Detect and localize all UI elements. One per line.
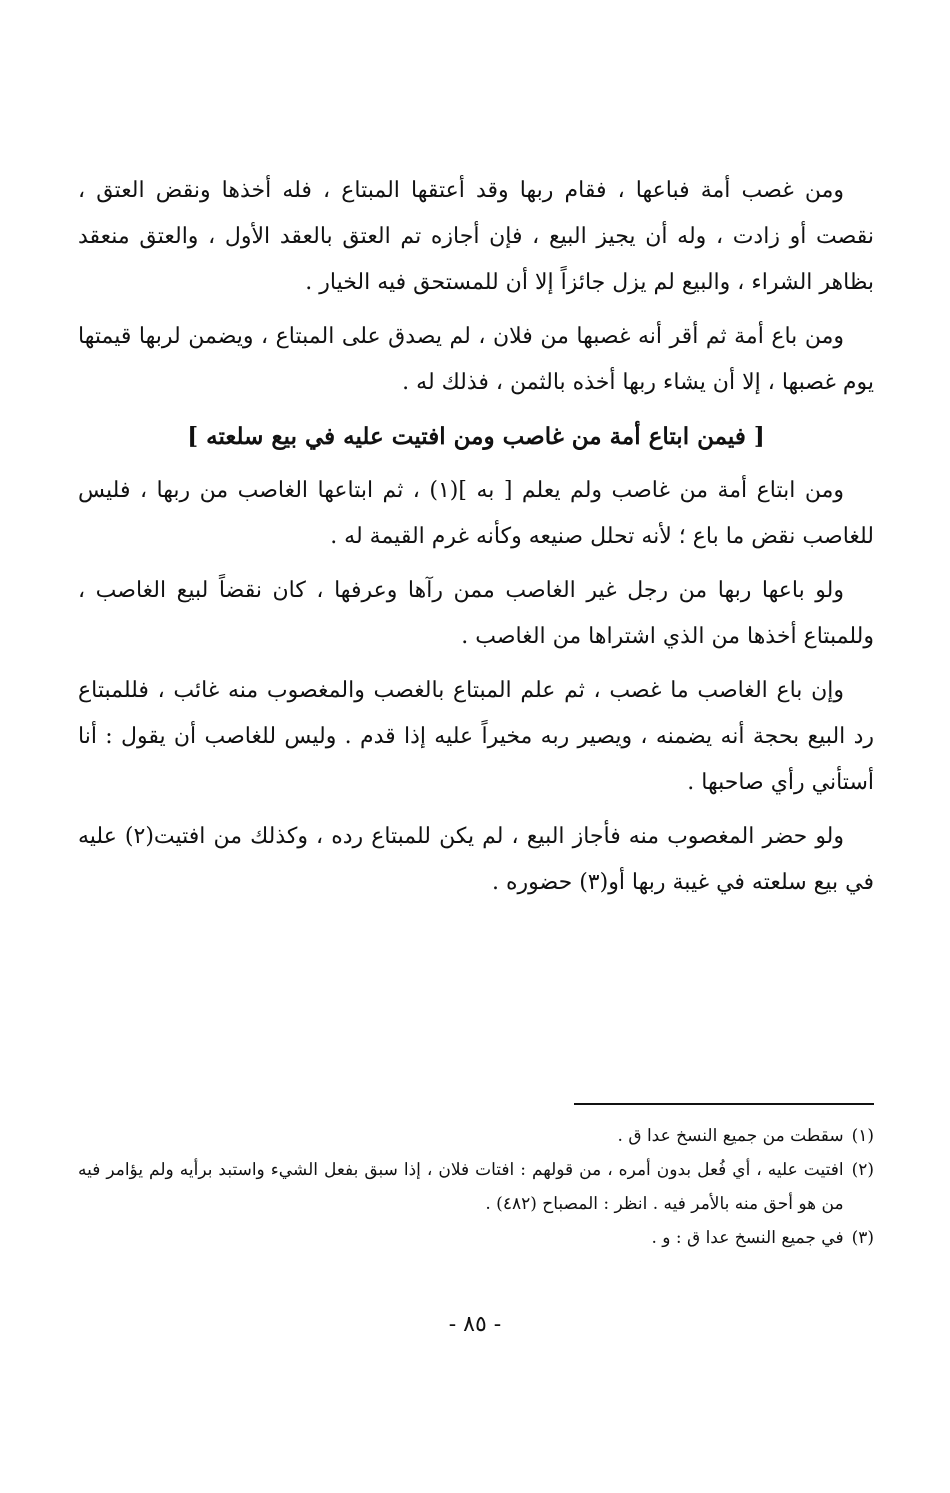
paragraph-4: ولو باعها ربها من رجل غير الغاصب ممن رآها وعرفها ، كان نقضاً لبيع الغاصب ، وللمبتاع أخذها من الذي اشتراها من الغاصب . <box>78 578 874 649</box>
paragraph-3: ومن ابتاع أمة من غاصب ولم يعلم [ به ](١) ، ثم ابتاعها الغاصب من ربها ، فليس للغاصب نقض ما باع ؛ لأنه تحلل صنيعه وكأنه غرم القيمة له . <box>78 478 874 549</box>
footnote-2 <box>78 1153 874 1221</box>
page-number: - ٨٥ - <box>448 1312 502 1337</box>
footnote-text: افتيت عليه ، أي فُعل بدون أمره ، من قولهم : افتات فلان ، إذا سبق بفعل الشيء واستبد برأيه ولم يؤامر فيه من هو أحق منه بالأمر فيه . انظر : المصباح (٤٨٢) . <box>78 1160 844 1214</box>
section-heading: [ فيمن ابتاع أمة من غاصب ومن افتيت عليه في بيع سلعته ] <box>187 423 765 450</box>
footnotes <box>78 1103 874 1255</box>
main-text <box>78 168 874 914</box>
footnote-number: (٣) <box>851 1228 874 1248</box>
paragraph-1: ومن غصب أمة فباعها ، فقام ربها وقد أعتقها المبتاع ، فله أخذها ونقض العتق ، نقصت أو زادت ، وله أن يجيز البيع ، فإن أجازه تم العتق بالعقد الأول ، والعتق منعقد بظاهر الشراء ، والبيع لم يزل جائزاً إلا أن للمستحق فيه الخيار . <box>78 178 874 295</box>
paragraph-2: ومن باع أمة ثم أقر أنه غصبها من فلان ، لم يصدق على المبتاع ، ويضمن لربها قيمتها يوم غصبها ، إلا أن يشاء ربها أخذه بالثمن ، فذلك له . <box>78 324 874 395</box>
footnote-1 <box>78 1119 874 1153</box>
footnote-text: سقطت من جميع النسخ عدا ق . <box>617 1126 844 1146</box>
footnote-3 <box>78 1221 874 1255</box>
footnote-text: في جميع النسخ عدا ق : و . <box>651 1228 844 1248</box>
footnote-divider <box>574 1103 874 1105</box>
footnote-number: (١) <box>851 1126 874 1146</box>
paragraph-6: ولو حضر المغصوب منه فأجاز البيع ، لم يكن للمبتاع رده ، وكذلك من افتيت(٢) عليه في بيع سلعته في غيبة ربها أو(٣) حضوره . <box>78 824 874 895</box>
footnote-number: (٢) <box>851 1160 874 1180</box>
paragraph-5: وإن باع الغاصب ما غصب ، ثم علم المبتاع بالغصب والمغصوب منه غائب ، فللمبتاع رد البيع بحجة أنه يضمنه ، ويصير ربه مخيراً عليه إذا قدم . وليس للغاصب أن يقول : أنا أستأني رأي صاحبها . <box>78 678 874 795</box>
